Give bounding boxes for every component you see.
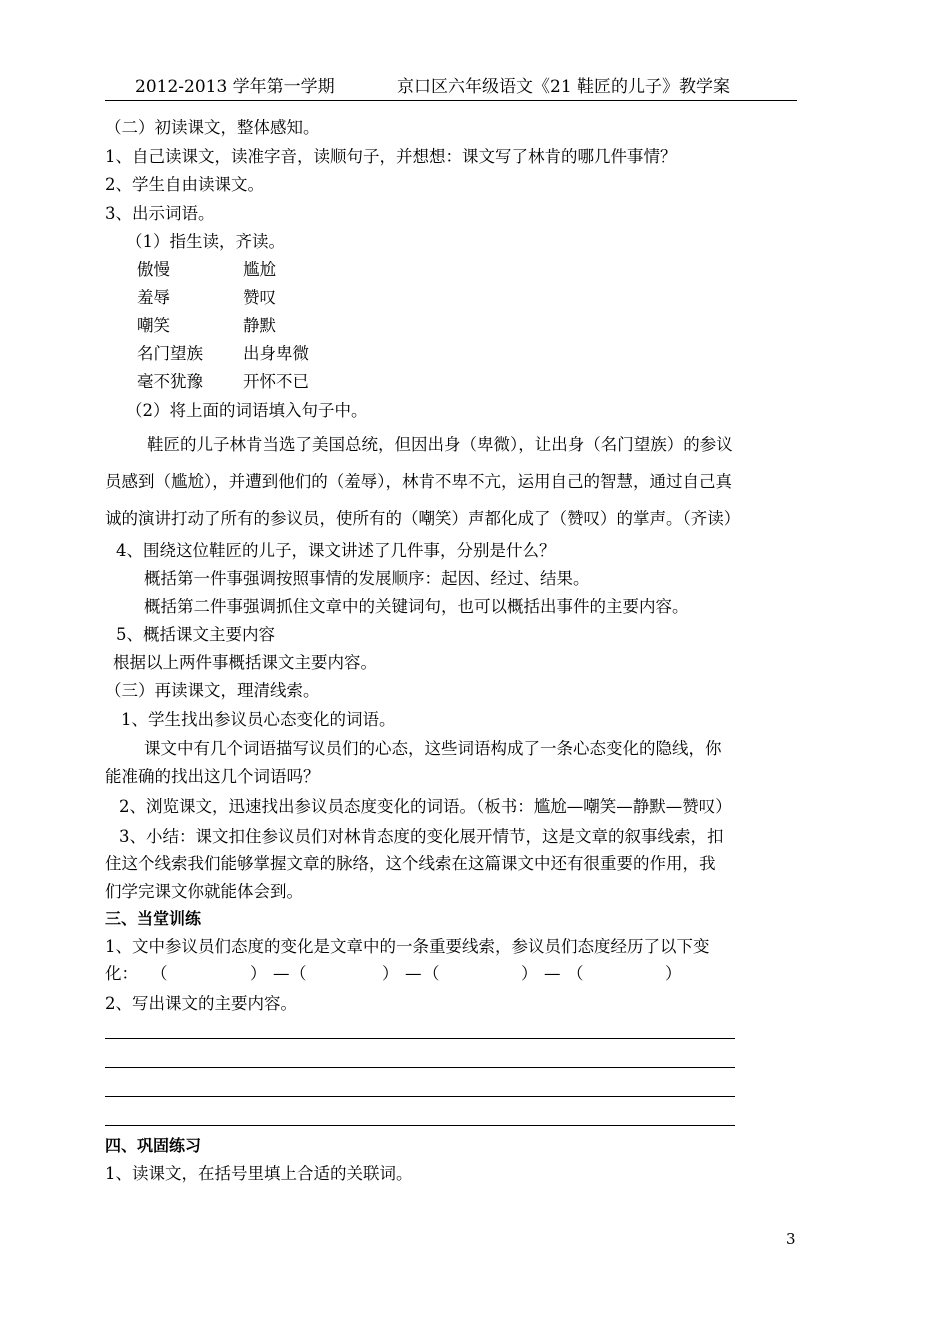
close-paren: ） [665, 964, 682, 983]
word-left: 嘲笑 [137, 316, 170, 335]
fill-paragraph-line: 诚的演讲打动了所有的参议员，使所有的（嘲笑）声都化成了（赞叹）的掌声。（齐读） [105, 509, 741, 528]
section-heading-practice: 三、当堂训练 [105, 909, 202, 928]
header-term: 2012-2013 学年第一学期 [135, 77, 335, 97]
review-step-2: 2、浏览课文，迅速找出参议员态度变化的词语。（板书：尴尬—嘲笑—静默—赞叹） [119, 797, 732, 816]
answer-line [105, 1038, 735, 1039]
step-4-note-2: 概括第二件事强调抓住文章中的关键词句，也可以概括出事件的主要内容。 [144, 597, 689, 616]
close-paren: ） [250, 964, 267, 983]
word-left: 名门望族 [137, 344, 203, 363]
word-right: 尴尬 [243, 260, 276, 279]
open-paren: （ [151, 964, 168, 983]
step-4-note-1: 概括第一件事强调按照事情的发展顺序：起因、经过、结果。 [144, 569, 590, 588]
step-3-2: （2）将上面的词语填入句子中。 [126, 401, 368, 420]
exercise-3: 1、读课文，在括号里填上合适的关联词。 [105, 1164, 413, 1183]
step-5-note: 根据以上两件事概括课文主要内容。 [113, 653, 377, 672]
word-right: 赞叹 [243, 288, 276, 307]
step-3-1: （1）指生读，齐读。 [126, 232, 285, 251]
page-number: 3 [786, 1230, 796, 1248]
header-title: 京口区六年级语文《21 鞋匠的儿子》教学案 [397, 77, 731, 97]
answer-line [105, 1125, 735, 1126]
section-3-heading: （三）再读课文，理清线索。 [105, 681, 320, 700]
step-3: 3、出示词语。 [105, 204, 215, 223]
dash: — [273, 964, 290, 983]
step-2: 2、学生自由读课文。 [105, 175, 264, 194]
section-2-heading: （二）初读课文，整体感知。 [105, 118, 320, 137]
close-paren: ） [521, 964, 538, 983]
page-header [105, 74, 797, 101]
word-left: 傲慢 [137, 260, 170, 279]
word-right: 静默 [243, 316, 276, 335]
word-left: 羞辱 [137, 288, 170, 307]
review-step-1: 1、学生找出参议员心态变化的词语。 [121, 710, 396, 729]
summary-line: 住这个线索我们能够掌握文章的脉络，这个线索在这篇课文中还有很重要的作用，我 [105, 854, 716, 873]
exercise-2: 2、写出课文的主要内容。 [105, 994, 297, 1013]
fill-paragraph-line: 鞋匠的儿子林肯当选了美国总统，但因出身（卑微），让出身（名门望族）的参议 [147, 435, 733, 454]
answer-line [105, 1067, 735, 1068]
word-right: 开怀不已 [243, 372, 309, 391]
exercise-1-blanks [105, 962, 682, 986]
summary-line: 3、小结：课文扣住参议员们对林肯态度的变化展开情节，这是文章的叙事线索，扣 [119, 827, 724, 846]
step-1: 1、自己读课文，读准字音，读顺句子，并想想：课文写了林肯的哪几件事情？ [105, 147, 677, 166]
summary-line: 们学完课文你就能体会到。 [105, 882, 303, 901]
exercise-1-line: 1、文中参议员们态度的变化是文章中的一条重要线索，参议员们态度经历了以下变 [105, 937, 710, 956]
dash: — [405, 964, 422, 983]
answer-line [105, 1096, 735, 1097]
open-paren: （ [567, 964, 584, 983]
word-right: 出身卑微 [243, 344, 309, 363]
close-paren: ） [382, 964, 399, 983]
step-4: 4、围绕这位鞋匠的儿子，课文讲述了几件事，分别是什么？ [116, 541, 556, 560]
dash: — [544, 964, 561, 983]
review-paragraph-line: 课文中有几个词语描写议员们的心态，这些词语构成了一条心态变化的隐线，你 [144, 739, 722, 758]
word-left: 毫不犹豫 [137, 372, 203, 391]
section-heading-consolidation: 四、巩固练习 [105, 1136, 202, 1155]
step-5: 5、概括课文主要内容 [116, 625, 275, 644]
exercise-1-prefix: 化： [105, 964, 138, 983]
open-paren: （ [423, 964, 440, 983]
fill-paragraph-line: 员感到（尴尬），并遭到他们的（羞辱），林肯不卑不亢，运用自己的智慧，通过自己真 [105, 472, 732, 491]
review-paragraph-line: 能准确的找出这几个词语吗？ [105, 767, 320, 786]
open-paren: （ [290, 964, 307, 983]
